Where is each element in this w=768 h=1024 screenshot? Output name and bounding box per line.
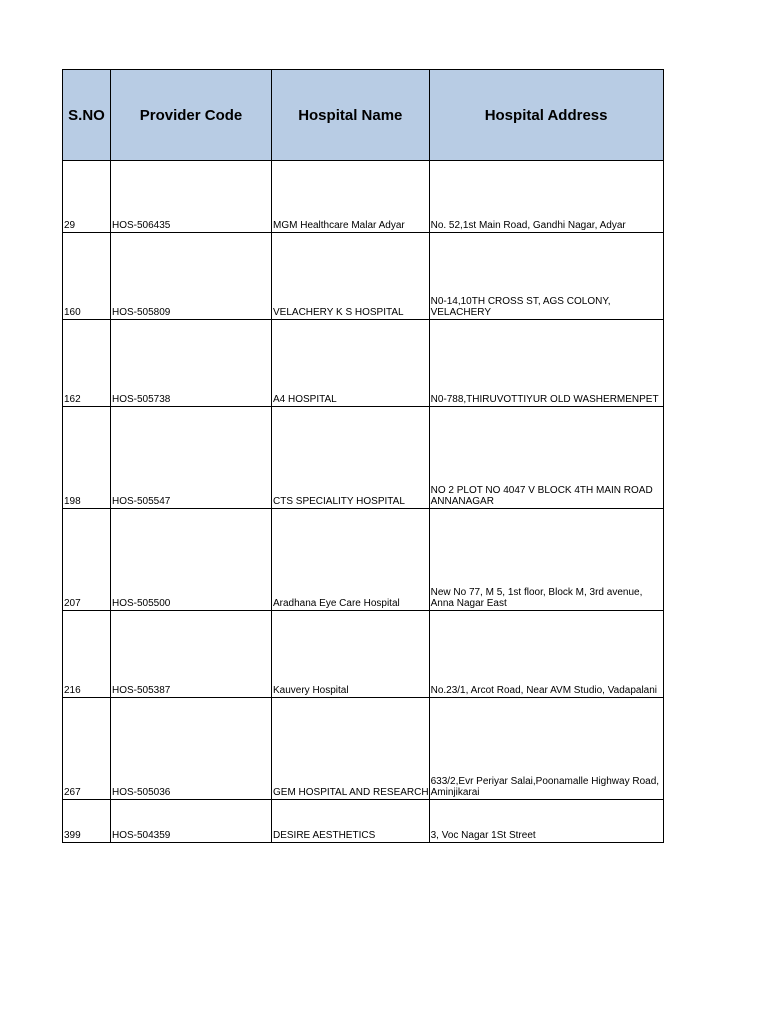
table-row [63,233,664,320]
table-row [63,509,664,611]
cell-sno: 267 [63,698,111,800]
cell-hospital-name: CTS SPECIALITY HOSPITAL [272,407,430,509]
cell-hospital-name: Aradhana Eye Care Hospital [272,509,430,611]
cell-hospital-name: DESIRE AESTHETICS [272,800,430,843]
table-row [63,161,664,233]
cell-provider-code: HOS-505547 [111,407,272,509]
cell-hospital-name: VELACHERY K S HOSPITAL [272,233,430,320]
cell-sno: 216 [63,611,111,698]
cell-provider-code: HOS-505036 [111,698,272,800]
cell-hospital-name: GEM HOSPITAL AND RESEARCH [272,698,430,800]
cell-provider-code: HOS-505387 [111,611,272,698]
header-sno: S.NO [63,70,111,161]
cell-hospital-name: Kauvery Hospital [272,611,430,698]
cell-sno: 198 [63,407,111,509]
table-row [63,800,664,843]
cell-hospital-address: NO 2 PLOT NO 4047 V BLOCK 4TH MAIN ROAD ANNANAGAR [429,407,663,509]
table-row [63,407,664,509]
cell-hospital-address: 633/2,Evr Periyar Salai,Poonamalle Highway Road, Aminjikarai [429,698,663,800]
cell-provider-code: HOS-505809 [111,233,272,320]
cell-sno: 399 [63,800,111,843]
header-row [63,70,664,161]
cell-hospital-address: N0-14,10TH CROSS ST, AGS COLONY, VELACHERY [429,233,663,320]
cell-hospital-address: No.23/1, Arcot Road, Near AVM Studio, Vadapalani [429,611,663,698]
cell-hospital-name: A4 HOSPITAL [272,320,430,407]
cell-hospital-address: 3, Voc Nagar 1St Street [429,800,663,843]
cell-provider-code: HOS-506435 [111,161,272,233]
cell-provider-code: HOS-505500 [111,509,272,611]
cell-hospital-name: MGM Healthcare Malar Adyar [272,161,430,233]
header-hospital-address: Hospital Address [429,70,663,161]
cell-sno: 160 [63,233,111,320]
table-row [63,611,664,698]
cell-hospital-address: No. 52,1st Main Road, Gandhi Nagar, Adyar [429,161,663,233]
cell-sno: 29 [63,161,111,233]
cell-sno: 207 [63,509,111,611]
cell-sno: 162 [63,320,111,407]
cell-hospital-address: N0-788,THIRUVOTTIYUR OLD WASHERMENPET [429,320,663,407]
cell-provider-code: HOS-504359 [111,800,272,843]
table-row [63,698,664,800]
table-row [63,320,664,407]
header-hospital-name: Hospital Name [272,70,430,161]
header-provider-code: Provider Code [111,70,272,161]
hospital-table [62,69,664,843]
cell-hospital-address: New No 77, M 5, 1st floor, Block M, 3rd avenue, Anna Nagar East [429,509,663,611]
cell-provider-code: HOS-505738 [111,320,272,407]
